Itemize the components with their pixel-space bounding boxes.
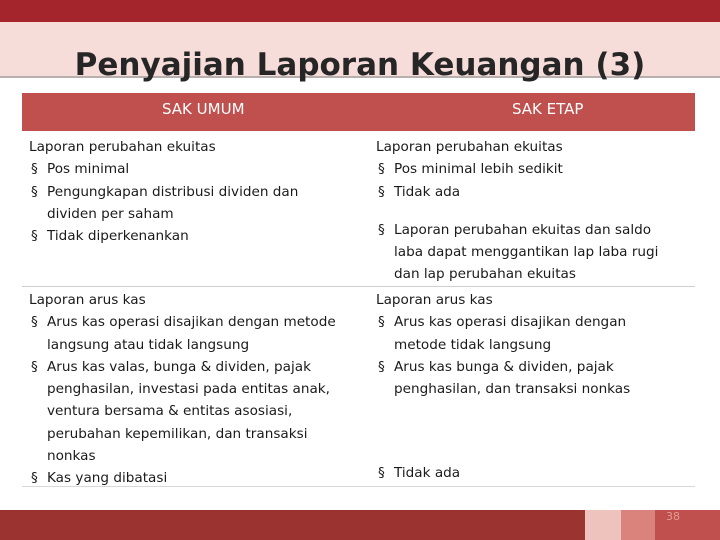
cell-heading: Laporan perubahan ekuitas — [29, 139, 216, 155]
bullet-item: § Tidak diperkenankan — [29, 225, 298, 247]
cell-umum-ekuitas — [29, 136, 298, 247]
footer-accent-mid — [621, 510, 655, 540]
top-accent-bar — [0, 0, 720, 22]
bullet-marker: § — [31, 183, 38, 200]
bullet-item: § Pengungkapan distribusi dividen dan dividen per saham — [29, 181, 298, 226]
bullet-marker: § — [31, 358, 38, 375]
spacer — [376, 203, 658, 219]
cell-etap-arus-kas-last — [376, 462, 460, 484]
bullet-marker: § — [31, 161, 38, 178]
cell-heading: Laporan arus kas — [376, 292, 493, 308]
bullet-item: § Pos minimal — [29, 158, 298, 180]
bullet-item: § Laporan perubahan ekuitas dan saldo laba dapat menggantikan lap laba rugi dan lap perubahan ekuitas — [376, 219, 658, 286]
bullet-item: § Arus kas operasi disajikan dengan metode tidak langsung — [376, 311, 630, 356]
footer-accent-light — [585, 510, 621, 540]
bullet-marker: § — [31, 470, 38, 487]
cell-heading: Laporan arus kas — [29, 292, 146, 308]
bullet-item: § Arus kas operasi disajikan dengan metode langsung atau tidak langsung — [29, 311, 336, 356]
page-number: 38 — [666, 510, 680, 523]
bullet-marker: § — [378, 183, 385, 200]
cell-umum-arus-kas — [29, 289, 336, 490]
bullet-marker: § — [378, 221, 385, 238]
bullet-item: § Tidak ada — [376, 462, 460, 484]
bullet-item: § Arus kas valas, bunga & dividen, pajak penghasilan, investasi pada entitas anak, ventura bersama & entitas asosiasi, perubahan kepemilikan, dan transaksi nonkas — [29, 356, 336, 467]
bullet-marker: § — [31, 314, 38, 331]
bullet-marker: § — [378, 358, 385, 375]
bullet-item: § Tidak ada — [376, 181, 658, 203]
cell-heading: Laporan perubahan ekuitas — [376, 139, 563, 155]
slide-title: Penyajian Laporan Keuangan (3) — [74, 47, 646, 83]
bullet-marker: § — [378, 161, 385, 178]
bullet-marker: § — [31, 228, 38, 245]
header-sak-etap: SAK ETAP — [512, 100, 584, 118]
bullet-item: § Kas yang dibatasi — [29, 467, 336, 489]
bullet-item: § Pos minimal lebih sedikit — [376, 158, 658, 180]
bullet-marker: § — [378, 465, 385, 481]
cell-etap-ekuitas — [376, 136, 658, 286]
bullet-marker: § — [378, 314, 385, 331]
header-sak-umum: SAK UMUM — [162, 100, 245, 118]
bullet-item: § Arus kas bunga & dividen, pajak penghasilan, dan transaksi nonkas — [376, 356, 630, 401]
cell-etap-arus-kas — [376, 289, 630, 400]
